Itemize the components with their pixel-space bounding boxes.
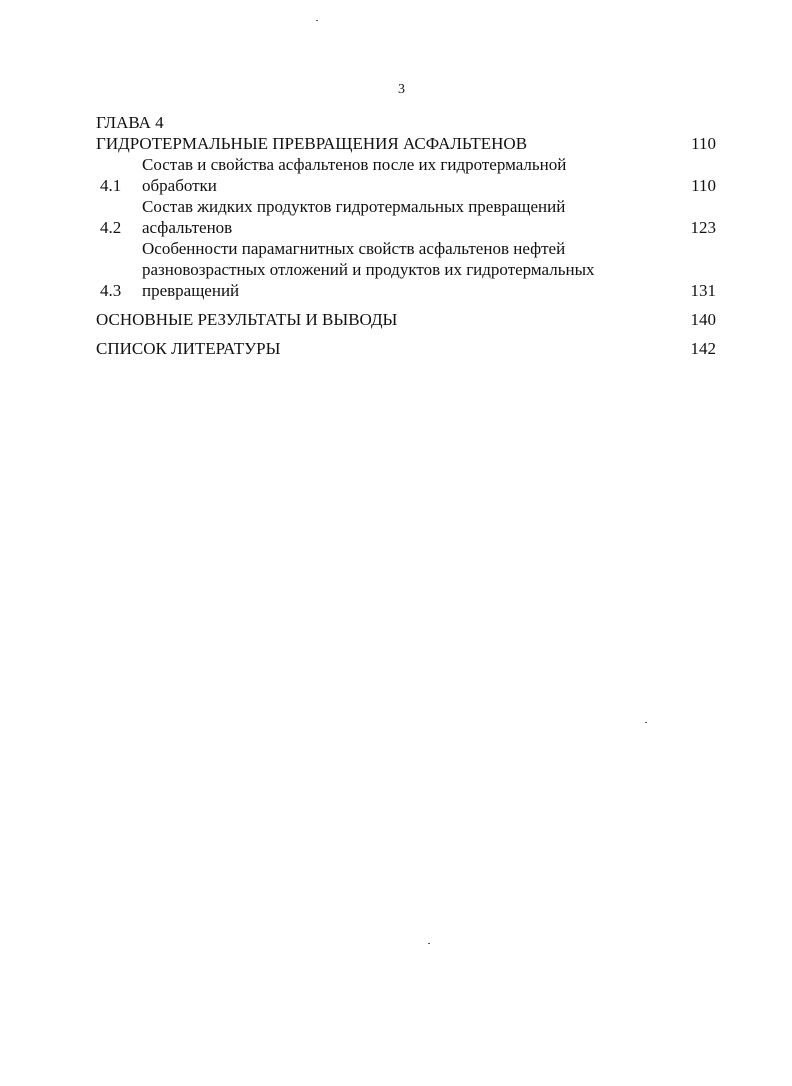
section-title-line: обработки: [142, 176, 217, 195]
chapter-page: 110: [691, 134, 716, 153]
section-title: [142, 238, 676, 301]
section-title-line: превращений: [142, 281, 240, 300]
section-number: 4.1: [100, 176, 122, 195]
results-page: 140: [690, 310, 716, 329]
toc-entry-references: [96, 338, 716, 359]
spacer: [96, 330, 716, 338]
toc-entry-section: [96, 154, 716, 196]
toc-entry-section: [96, 196, 716, 238]
section-title-line: Состав жидких продуктов гидротермальных превращений: [142, 197, 566, 216]
scan-speck: [428, 943, 430, 944]
chapter-title: ГИДРОТЕРМАЛЬНЫЕ ПРЕВРАЩЕНИЯ АСФАЛЬТЕНОВ: [96, 134, 528, 153]
section-title: [142, 196, 676, 238]
chapter-label: ГЛАВА 4: [96, 113, 164, 132]
table-of-contents: [96, 112, 716, 359]
section-page: 131: [690, 281, 716, 300]
scan-speck: [645, 722, 647, 723]
toc-entry-chapter: [96, 133, 716, 154]
section-number: 4.2: [100, 218, 122, 237]
section-page: 110: [691, 176, 716, 195]
section-title: [142, 154, 676, 196]
spacer: [96, 301, 716, 309]
section-title-line: асфальтенов: [142, 218, 233, 237]
section-number: 4.3: [100, 281, 122, 300]
toc-entry-results: [96, 309, 716, 330]
section-page: 123: [690, 218, 716, 237]
section-title-line: Особенности парамагнитных свойств асфальтенов нефтей: [142, 239, 566, 258]
references-page: 142: [690, 339, 716, 358]
references-title: СПИСОК ЛИТЕРАТУРЫ: [96, 339, 281, 358]
results-title: ОСНОВНЫЕ РЕЗУЛЬТАТЫ И ВЫВОДЫ: [96, 310, 398, 329]
section-title-line: Состав и свойства асфальтенов после их гидротермальной: [142, 155, 567, 174]
scan-speck: [316, 20, 318, 21]
page-number: 3: [398, 82, 405, 97]
toc-entry-section: [96, 238, 716, 301]
section-title-line: разновозрастных отложений и продуктов их гидротермальных: [142, 260, 595, 279]
